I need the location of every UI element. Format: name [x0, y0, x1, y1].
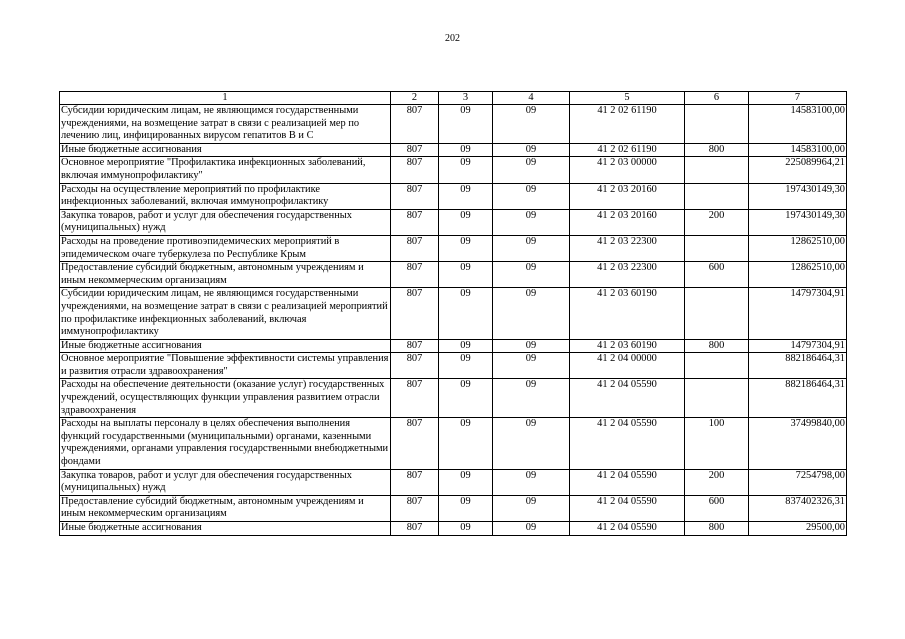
table-row: [60, 209, 847, 235]
section-code: 09: [439, 418, 493, 469]
table-row: [60, 262, 847, 288]
amount: 12862510,00: [749, 235, 847, 261]
section-code: 09: [439, 262, 493, 288]
target-article-code: 41 2 03 22300: [570, 235, 685, 261]
amount: 837402326,31: [749, 495, 847, 521]
section-code: 09: [439, 183, 493, 209]
target-article-code: 41 2 03 20160: [570, 183, 685, 209]
table-row: [60, 105, 847, 144]
subsection-code: 09: [493, 209, 570, 235]
expense-type-code: 100: [685, 418, 749, 469]
expense-type-code: [685, 105, 749, 144]
grbs-code: 807: [391, 262, 439, 288]
amount: 14583100,00: [749, 143, 847, 157]
target-article-code: 41 2 02 61190: [570, 105, 685, 144]
target-article-code: 41 2 04 05590: [570, 379, 685, 418]
page-number: 202: [445, 33, 460, 44]
target-article-code: 41 2 03 00000: [570, 157, 685, 183]
column-header-2: 2: [391, 92, 439, 105]
table-row: [60, 235, 847, 261]
grbs-code: 807: [391, 143, 439, 157]
grbs-code: 807: [391, 288, 439, 339]
grbs-code: 807: [391, 235, 439, 261]
expense-type-code: 600: [685, 262, 749, 288]
target-article-code: 41 2 04 05590: [570, 469, 685, 495]
amount: 197430149,30: [749, 209, 847, 235]
section-code: 09: [439, 157, 493, 183]
table-row: [60, 288, 847, 339]
grbs-code: 807: [391, 522, 439, 536]
target-article-code: 41 2 03 22300: [570, 262, 685, 288]
target-article-code: 41 2 04 05590: [570, 495, 685, 521]
grbs-code: 807: [391, 379, 439, 418]
row-name: Субсидии юридическим лицам, не являющимся государственными учреждениями, на возмещение затрат в связи с реализацией мероприятий по профилактике инфекционных заболеваний, включая иммунопрофилактику: [60, 288, 391, 339]
section-code: 09: [439, 339, 493, 353]
expense-type-code: 200: [685, 209, 749, 235]
table-row: [60, 469, 847, 495]
table-row: [60, 522, 847, 536]
subsection-code: 09: [493, 262, 570, 288]
expense-type-code: 800: [685, 143, 749, 157]
section-code: 09: [439, 105, 493, 144]
row-name: Расходы на проведение противоэпидемических мероприятий в эпидемическом очаге туберкулеза по Республике Крым: [60, 235, 391, 261]
table-body: [60, 105, 847, 536]
expense-type-code: [685, 235, 749, 261]
row-name: Предоставление субсидий бюджетным, автономным учреждениям и иным некоммерческим организациям: [60, 495, 391, 521]
expense-type-code: 800: [685, 339, 749, 353]
section-code: 09: [439, 379, 493, 418]
amount: 14797304,91: [749, 288, 847, 339]
amount: 882186464,31: [749, 353, 847, 379]
column-header-3: 3: [439, 92, 493, 105]
column-header-1: 1: [60, 92, 391, 105]
row-name: Основное мероприятие "Профилактика инфекционных заболеваний, включая иммунопрофилактику": [60, 157, 391, 183]
subsection-code: 09: [493, 379, 570, 418]
row-name: Субсидии юридическим лицам, не являющимся государственными учреждениями, на возмещение затрат в связи с реализацией мер по лечению лиц, инфицированных вирусом гепатитов В и С: [60, 105, 391, 144]
subsection-code: 09: [493, 418, 570, 469]
table-row: [60, 353, 847, 379]
section-code: 09: [439, 143, 493, 157]
row-name: Закупка товаров, работ и услуг для обеспечения государственных (муниципальных) нужд: [60, 209, 391, 235]
grbs-code: 807: [391, 105, 439, 144]
amount: 29500,00: [749, 522, 847, 536]
amount: 882186464,31: [749, 379, 847, 418]
target-article-code: 41 2 04 00000: [570, 353, 685, 379]
target-article-code: 41 2 02 61190: [570, 143, 685, 157]
amount: 7254798,00: [749, 469, 847, 495]
section-code: 09: [439, 235, 493, 261]
table-row: [60, 183, 847, 209]
subsection-code: 09: [493, 183, 570, 209]
section-code: 09: [439, 288, 493, 339]
amount: 14797304,91: [749, 339, 847, 353]
subsection-code: 09: [493, 495, 570, 521]
table-row: [60, 495, 847, 521]
section-code: 09: [439, 495, 493, 521]
row-name: Расходы на осуществление мероприятий по профилактике инфекционных заболеваний, включая иммунопрофилактику: [60, 183, 391, 209]
amount: 197430149,30: [749, 183, 847, 209]
subsection-code: 09: [493, 339, 570, 353]
amount: 14583100,00: [749, 105, 847, 144]
grbs-code: 807: [391, 183, 439, 209]
row-name: Предоставление субсидий бюджетным, автономным учреждениям и иным некоммерческим организациям: [60, 262, 391, 288]
column-header-5: 5: [570, 92, 685, 105]
section-code: 09: [439, 469, 493, 495]
subsection-code: 09: [493, 143, 570, 157]
row-name: Иные бюджетные ассигнования: [60, 143, 391, 157]
row-name: Иные бюджетные ассигнования: [60, 522, 391, 536]
table-row: [60, 339, 847, 353]
column-header-4: 4: [493, 92, 570, 105]
section-code: 09: [439, 522, 493, 536]
grbs-code: 807: [391, 495, 439, 521]
row-name: Иные бюджетные ассигнования: [60, 339, 391, 353]
grbs-code: 807: [391, 469, 439, 495]
expense-type-code: 600: [685, 495, 749, 521]
row-name: Расходы на выплаты персоналу в целях обеспечения выполнения функций государственными (муниципальными) органами, казенными учреждениями, органами управления государственными внебюджетными фондами: [60, 418, 391, 469]
header-row: [60, 92, 847, 105]
row-name: Закупка товаров, работ и услуг для обеспечения государственных (муниципальных) нужд: [60, 469, 391, 495]
table-row: [60, 418, 847, 469]
expense-type-code: [685, 288, 749, 339]
subsection-code: 09: [493, 105, 570, 144]
target-article-code: 41 2 03 20160: [570, 209, 685, 235]
subsection-code: 09: [493, 353, 570, 379]
target-article-code: 41 2 04 05590: [570, 522, 685, 536]
row-name: Расходы на обеспечение деятельности (оказание услуг) государственных учреждений, осуществляющих функции управления развитием отрасли здравоохранения: [60, 379, 391, 418]
expense-type-code: 200: [685, 469, 749, 495]
grbs-code: 807: [391, 353, 439, 379]
expense-type-code: 800: [685, 522, 749, 536]
target-article-code: 41 2 04 05590: [570, 418, 685, 469]
subsection-code: 09: [493, 157, 570, 183]
subsection-code: 09: [493, 469, 570, 495]
table-row: [60, 379, 847, 418]
expense-type-code: [685, 183, 749, 209]
row-name: Основное мероприятие "Повышение эффективности системы управления и развития отрасли здравоохранения": [60, 353, 391, 379]
subsection-code: 09: [493, 522, 570, 536]
table-row: [60, 157, 847, 183]
target-article-code: 41 2 03 60190: [570, 339, 685, 353]
section-code: 09: [439, 353, 493, 379]
grbs-code: 807: [391, 339, 439, 353]
amount: 225089964,21: [749, 157, 847, 183]
subsection-code: 09: [493, 235, 570, 261]
budget-table: [59, 91, 847, 536]
subsection-code: 09: [493, 288, 570, 339]
column-header-7: 7: [749, 92, 847, 105]
table-row: [60, 143, 847, 157]
grbs-code: 807: [391, 209, 439, 235]
column-header-6: 6: [685, 92, 749, 105]
grbs-code: 807: [391, 157, 439, 183]
amount: 12862510,00: [749, 262, 847, 288]
expense-type-code: [685, 353, 749, 379]
grbs-code: 807: [391, 418, 439, 469]
target-article-code: 41 2 03 60190: [570, 288, 685, 339]
expense-type-code: [685, 379, 749, 418]
section-code: 09: [439, 209, 493, 235]
amount: 37499840,00: [749, 418, 847, 469]
expense-type-code: [685, 157, 749, 183]
